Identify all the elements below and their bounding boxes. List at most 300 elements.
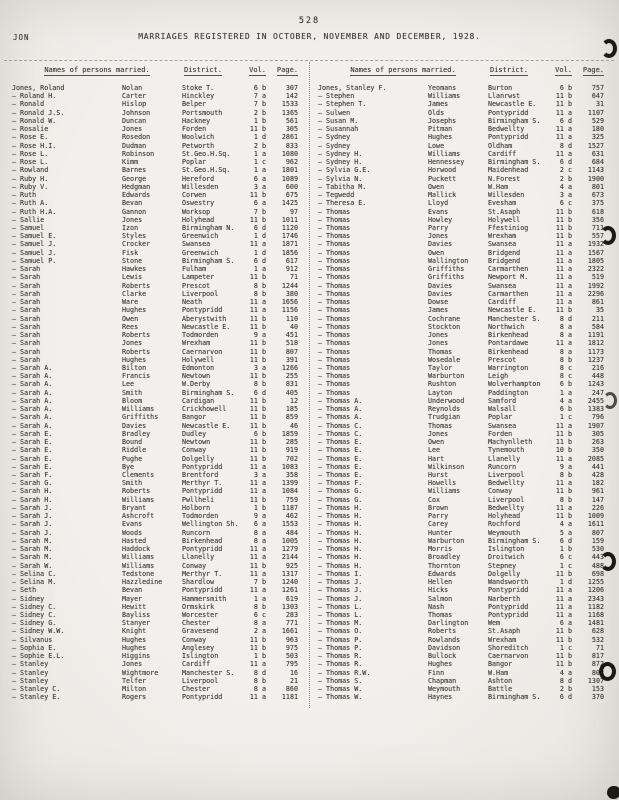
vol-cell: 11 b xyxy=(555,207,572,216)
given-name-cell: — Roland H. xyxy=(12,92,57,101)
page-cell: 40 xyxy=(289,322,298,331)
given-name-cell: — Sophia E. xyxy=(12,643,57,652)
district-cell: Willesden xyxy=(488,191,525,200)
page-cell: 71 xyxy=(289,273,298,282)
given-name-cell: — Thomas S. xyxy=(318,676,363,685)
vol-cell: 11 b xyxy=(249,273,266,282)
vol-cell: 8 a xyxy=(253,685,266,694)
given-name-cell: — Sarah J. xyxy=(12,528,53,537)
table-row xyxy=(318,117,604,125)
district-cell: Birkenhead xyxy=(488,347,529,356)
vol-cell: 11 a xyxy=(555,240,572,249)
surname-cell: Dudman xyxy=(122,141,147,150)
given-name-cell: — Stanley E. xyxy=(12,693,61,702)
surname-cell: Owen xyxy=(428,182,445,191)
table-row xyxy=(12,627,298,635)
district-cell: Liverpool xyxy=(488,471,525,480)
vol-cell: 1 c xyxy=(253,158,266,167)
vol-cell: 11 b xyxy=(555,660,572,669)
given-name-cell: — Thomas xyxy=(318,265,351,274)
right-column-header xyxy=(318,66,604,84)
table-row xyxy=(12,150,298,158)
page-cell: 1080 xyxy=(281,149,298,158)
table-row xyxy=(318,553,604,561)
vol-cell: 8 a xyxy=(253,528,266,537)
district-cell: Newport M. xyxy=(488,273,529,282)
surname-cell: Griffiths xyxy=(122,413,159,422)
surname-cell: Evans xyxy=(122,520,143,529)
left-rows xyxy=(12,84,298,702)
page-cell: 817 xyxy=(591,652,604,661)
given-name-cell: — Rose E. xyxy=(12,133,49,142)
table-row xyxy=(318,636,604,644)
page-cell: 12 xyxy=(289,396,298,405)
page-cell: 1011 xyxy=(281,215,298,224)
page-cell: 1266 xyxy=(281,363,298,372)
vol-cell: 11 a xyxy=(555,133,572,142)
surname-cell: Nolan xyxy=(122,84,143,92)
given-name-cell: — Ruby V. xyxy=(12,182,49,191)
vol-cell: 11 a xyxy=(249,545,266,554)
vol-cell: 2 b xyxy=(559,685,572,694)
table-row xyxy=(12,273,298,281)
district-cell: Swansea xyxy=(182,240,211,249)
vol-cell: 8 b xyxy=(559,355,572,364)
district-cell: Worcester xyxy=(182,611,219,619)
vol-cell: 11 b xyxy=(555,438,572,447)
given-name-cell: — Sarah M. xyxy=(12,553,53,562)
vol-cell: 11 b xyxy=(249,454,266,463)
given-name-cell: — Thomas xyxy=(318,298,351,307)
district-cell: Wrexham xyxy=(182,339,211,348)
vol-cell: 11 a xyxy=(555,339,572,348)
vol-cell: 11 b xyxy=(555,635,572,644)
given-name-cell: — Ruby H. xyxy=(12,174,49,183)
surname-cell: Bilton xyxy=(122,363,147,372)
surname-cell: Owen xyxy=(428,248,445,257)
district-cell: Cardiff xyxy=(488,298,517,307)
district-cell: Pontypridd xyxy=(488,108,529,117)
district-cell: Todmorden xyxy=(182,331,219,340)
district-cell: Fulham xyxy=(182,265,207,274)
district-cell: Chester xyxy=(182,619,211,628)
surname-cell: Carey xyxy=(428,520,449,529)
surname-cell: Griffiths xyxy=(428,265,465,274)
district-cell: Birkenhead xyxy=(488,331,529,340)
page-cell: 1255 xyxy=(587,578,604,587)
table-row xyxy=(318,652,604,660)
vol-cell: 8 d xyxy=(559,314,572,323)
given-name-cell: — Sarah E. xyxy=(12,462,53,471)
vol-cell: 6 a xyxy=(253,520,266,529)
page-cell: 557 xyxy=(591,232,604,241)
surname-cell: Jones xyxy=(122,339,143,348)
vol-cell: 6 c xyxy=(559,199,572,208)
table-row xyxy=(12,644,298,652)
district-cell: Bangor xyxy=(488,660,513,669)
vol-cell: 4 a xyxy=(559,520,572,529)
vol-cell: 8 a xyxy=(559,322,572,331)
surname-cell: Williams xyxy=(122,405,155,414)
page-cell: 462 xyxy=(285,512,298,521)
page-cell: 759 xyxy=(285,495,298,504)
district-cell: Holyhead xyxy=(182,215,215,224)
page-cell: 796 xyxy=(591,413,604,422)
given-name-cell: — Thomas W. xyxy=(318,693,363,702)
district-cell: Wellington Sh. xyxy=(182,520,239,529)
surname-cell: James xyxy=(428,306,449,315)
given-name-cell: — Sarah A. xyxy=(12,363,53,372)
given-name-cell: — Thomas xyxy=(318,388,351,397)
district-cell: Conway xyxy=(182,446,207,455)
scan-artifact xyxy=(607,786,619,799)
names-column-header: Names of persons married. xyxy=(44,66,150,74)
district-cell: Portsmouth xyxy=(182,108,223,117)
district-cell: Ffestiniog xyxy=(488,223,529,232)
given-name-cell: — Thomas J. xyxy=(318,586,363,595)
page-cell: 1303 xyxy=(281,602,298,611)
district-cell: Poplar xyxy=(488,413,513,422)
surname-cell: Williams xyxy=(428,487,461,496)
surname-cell: Hazzledine xyxy=(122,578,163,587)
page-cell: 1187 xyxy=(281,503,298,512)
page-cell: 375 xyxy=(591,199,604,208)
vol-cell: 2 c xyxy=(559,166,572,175)
given-name-cell: — Sidney W.W. xyxy=(12,627,65,636)
surname-cell: George xyxy=(122,174,147,183)
vol-cell: 6 b xyxy=(559,405,572,414)
district-cell: Rochford xyxy=(488,520,521,529)
vol-cell: 6 d xyxy=(559,158,572,167)
surname-cell: Davies xyxy=(122,421,147,430)
vol-cell: 1 d xyxy=(253,232,266,241)
table-row xyxy=(318,183,604,191)
page-cell: 647 xyxy=(591,92,604,101)
vol-cell: 11 b xyxy=(249,355,266,364)
page-cell: 1365 xyxy=(281,108,298,117)
table-row xyxy=(12,306,298,314)
vol-cell: 11 b xyxy=(555,569,572,578)
page-cell: 561 xyxy=(285,116,298,125)
given-name-cell: — Thomas E. xyxy=(318,471,363,480)
table-row xyxy=(318,265,604,273)
district-cell: Caernarvon xyxy=(182,347,223,356)
page-cell: 2144 xyxy=(281,553,298,562)
page-cell: 443 xyxy=(591,553,604,562)
table-row xyxy=(318,496,604,504)
table-row xyxy=(12,109,298,117)
page-cell: 153 xyxy=(591,685,604,694)
page-cell: 307 xyxy=(285,84,298,92)
district-cell: Llanelly xyxy=(488,454,521,463)
table-row xyxy=(318,150,604,158)
surname-cell: Carter xyxy=(122,92,147,101)
surname-cell: Hughes xyxy=(428,660,453,669)
surname-cell: Weymouth xyxy=(428,685,461,694)
vol-cell: 8 d xyxy=(253,668,266,677)
district-cell: W.Ham xyxy=(488,182,509,191)
vol-cell: 6 b xyxy=(559,84,572,92)
surname-cell: Riddle xyxy=(122,446,147,455)
page-cell: 1527 xyxy=(587,141,604,150)
page-cell: 702 xyxy=(285,454,298,463)
district-cell: Anglesey xyxy=(182,643,215,652)
page-cell: 518 xyxy=(285,339,298,348)
page-cell: 46 xyxy=(289,421,298,430)
district-cell: Crickhowell xyxy=(182,405,227,414)
vol-cell: 11 b xyxy=(249,446,266,455)
page-cell: 1611 xyxy=(587,520,604,529)
vol-cell: 11 a xyxy=(555,273,572,282)
vol-cell: 8 b xyxy=(253,380,266,389)
district-cell: Dolgelly xyxy=(488,569,521,578)
table-row xyxy=(12,265,298,273)
page-cell: 405 xyxy=(285,388,298,397)
page-cell: 795 xyxy=(285,660,298,669)
given-name-cell: — Thomas H. xyxy=(318,545,363,554)
table-row xyxy=(12,562,298,570)
district-cell: Chester xyxy=(182,685,211,694)
vol-cell: 6 d xyxy=(253,388,266,397)
district-cell: Shoreditch xyxy=(488,643,529,652)
table-row xyxy=(12,84,298,92)
surname-cell: Williams xyxy=(428,149,461,158)
given-name-cell: — Sarah W. xyxy=(12,561,53,570)
given-name-cell: Jones, Stanley F. xyxy=(318,84,387,92)
vol-cell: 8 b xyxy=(559,471,572,480)
district-cell: Conway xyxy=(182,561,207,570)
given-name-cell: — Sarah xyxy=(12,306,41,315)
vol-cell: 8 b xyxy=(253,602,266,611)
district-cell: Stoke T. xyxy=(182,84,215,92)
table-row xyxy=(318,315,604,323)
table-row xyxy=(318,175,604,183)
district-cell: Pontypridd xyxy=(182,462,223,471)
given-name-cell: — Sarah A. xyxy=(12,421,53,430)
page-cell: 532 xyxy=(591,635,604,644)
district-cell: Battle xyxy=(488,685,513,694)
surname-cell: James xyxy=(428,100,449,109)
page-cell: 872 xyxy=(591,660,604,669)
page-cell: 925 xyxy=(285,561,298,570)
district-cell: Liverpool xyxy=(182,676,219,685)
table-row xyxy=(12,356,298,364)
table-row xyxy=(318,422,604,430)
given-name-cell: — Sarah xyxy=(12,281,41,290)
vol-cell: 1 b xyxy=(253,116,266,125)
table-row xyxy=(12,512,298,520)
given-name-cell: — Sarah E. xyxy=(12,454,53,463)
names-column-header: Names of persons married. xyxy=(350,66,456,74)
page-cell: 350 xyxy=(591,446,604,455)
given-name-cell: — Thomas A. xyxy=(318,413,363,422)
table-row xyxy=(12,339,298,347)
given-name-cell: — Thomas I. xyxy=(318,569,363,578)
vol-cell: 11 a xyxy=(555,125,572,134)
given-name-cell: — Thomas W. xyxy=(318,685,363,694)
table-row xyxy=(318,125,604,133)
surname-cell: Hughes xyxy=(122,643,147,652)
district-cell: Newcastle E. xyxy=(182,322,231,331)
surname-cell: Griffiths xyxy=(428,273,465,282)
surname-cell: Woods xyxy=(122,528,143,537)
surname-cell: Mayer xyxy=(122,594,143,603)
page-cell: 833 xyxy=(285,141,298,150)
district-cell: Warrington xyxy=(488,363,529,372)
given-name-cell: — Thomas xyxy=(318,248,351,257)
vol-cell: 11 b xyxy=(249,421,266,430)
surname-cell: Davies xyxy=(428,289,453,298)
district-cell: Birmingham S. xyxy=(488,158,541,167)
given-name-cell: — Thomas xyxy=(318,314,351,323)
table-row xyxy=(12,323,298,331)
page-cell: 1009 xyxy=(587,512,604,521)
district-cell: Newtown xyxy=(182,372,211,381)
page-cell: 1089 xyxy=(281,174,298,183)
surname-cell: Hurst xyxy=(428,471,449,480)
table-row xyxy=(12,331,298,339)
district-cell: Machynlleth xyxy=(488,438,533,447)
vol-cell: 8 c xyxy=(559,372,572,381)
table-row xyxy=(12,545,298,553)
vol-cell: 11 b xyxy=(249,372,266,381)
vol-cell: 11 b xyxy=(555,223,572,232)
given-name-cell: — Sarah F. xyxy=(12,471,53,480)
surname-cell: Roberts xyxy=(122,347,151,356)
surname-cell: Jones xyxy=(428,429,449,438)
vol-cell: 11 a xyxy=(249,586,266,595)
vol-cell: 11 a xyxy=(555,256,572,265)
surname-cell: Thomas xyxy=(428,347,453,356)
given-name-cell: — Sylvia N. xyxy=(318,174,363,183)
table-row xyxy=(12,595,298,603)
vol-cell: 6 a xyxy=(559,619,572,628)
given-name-cell: — Thomas xyxy=(318,363,351,372)
left-column xyxy=(12,66,298,702)
district-cell: Paddington xyxy=(488,388,529,397)
vol-cell: 11 a xyxy=(249,298,266,307)
table-row xyxy=(318,348,604,356)
page-cell: 684 xyxy=(591,158,604,167)
surname-cell: Bye xyxy=(122,462,135,471)
district-cell: Pontardawe xyxy=(488,339,529,348)
page-cell: 1801 xyxy=(281,166,298,175)
table-row xyxy=(12,216,298,224)
table-row xyxy=(12,471,298,479)
page-cell: 861 xyxy=(591,298,604,307)
given-name-cell: — Stephen xyxy=(318,92,355,101)
district-cell: Belper xyxy=(182,100,207,109)
surname-cell: Hawkes xyxy=(122,265,147,274)
surname-cell: Underwood xyxy=(428,396,465,405)
vol-cell: 11 a xyxy=(555,149,572,158)
given-name-cell: — Sarah H. xyxy=(12,487,53,496)
vol-cell: 8 c xyxy=(559,363,572,372)
surname-cell: Crocker xyxy=(122,240,151,249)
table-row xyxy=(12,413,298,421)
page-cell: 1261 xyxy=(281,586,298,595)
given-name-cell: — Thomas H. xyxy=(318,536,363,545)
surname-cell: Jones xyxy=(122,215,143,224)
district-cell: Pontypridd xyxy=(488,611,529,619)
table-row xyxy=(12,487,298,495)
table-row xyxy=(318,100,604,108)
table-row xyxy=(318,463,604,471)
surname-cell: Haynes xyxy=(428,693,453,702)
given-name-cell: — Sarah H. xyxy=(12,495,53,504)
surname-cell: Hunter xyxy=(428,528,453,537)
given-name-cell: — Thomas xyxy=(318,380,351,389)
surname-cell: Bryant xyxy=(122,503,147,512)
surname-cell: Stockton xyxy=(428,322,461,331)
vol-cell: 11 b xyxy=(555,512,572,521)
page-cell: 860 xyxy=(285,685,298,694)
district-cell: Willesden xyxy=(182,182,219,191)
given-name-cell: — Thomas xyxy=(318,256,351,265)
page-cell: 1856 xyxy=(281,248,298,257)
given-name-cell: — Stephen T. xyxy=(318,100,367,109)
given-name-cell: — Sarah xyxy=(12,273,41,282)
given-name-cell: — Sidney C. xyxy=(12,611,57,619)
surname-cell: Francis xyxy=(122,372,151,381)
table-row xyxy=(318,685,604,693)
table-row xyxy=(12,249,298,257)
surname-cell: Smith xyxy=(122,479,143,488)
page-cell: 503 xyxy=(285,652,298,661)
district-cell: Aberystwith xyxy=(182,314,227,323)
given-name-cell: — Sidney G. xyxy=(12,619,57,628)
district-cell: Neath xyxy=(182,298,203,307)
page-cell: 451 xyxy=(285,331,298,340)
surname-cell: Layton xyxy=(428,388,453,397)
table-row xyxy=(12,158,298,166)
page-cell: 1481 xyxy=(587,619,604,628)
page-cell: 1244 xyxy=(281,281,298,290)
district-column-header: District. xyxy=(490,66,528,74)
table-row xyxy=(12,133,298,141)
district-cell: Northwich xyxy=(488,322,525,331)
surname-cell: Bayliss xyxy=(122,611,151,619)
table-row xyxy=(318,603,604,611)
vol-cell: 1 a xyxy=(253,265,266,274)
given-name-cell: — Thomas H. xyxy=(318,520,363,529)
vol-cell: 9 a xyxy=(253,512,266,521)
page-cell: 1240 xyxy=(281,578,298,587)
vol-cell: 11 b xyxy=(249,643,266,652)
vol-cell: 11 a xyxy=(555,602,572,611)
vol-cell: 8 d xyxy=(559,676,572,685)
surname-cell: Davidson xyxy=(428,643,461,652)
table-row xyxy=(12,529,298,537)
table-row xyxy=(318,520,604,528)
district-cell: Birmingham S. xyxy=(182,388,235,397)
given-name-cell: — Thomas A. xyxy=(318,396,363,405)
given-name-cell: — Sarah xyxy=(12,331,41,340)
surname-cell: Lloyd xyxy=(428,199,449,208)
page-cell: 2861 xyxy=(281,133,298,142)
page-title: MARRIAGES REGISTERED IN OCTOBER, NOVEMBER AND DECEMBER, 1928. xyxy=(138,32,481,41)
page-cell: 757 xyxy=(591,84,604,92)
surname-cell: Puckett xyxy=(428,174,457,183)
page-cell: 2085 xyxy=(587,454,604,463)
vol-cell: 6 b xyxy=(253,84,266,92)
surname-cell: Izon xyxy=(122,223,139,232)
page-cell: 600 xyxy=(285,182,298,191)
given-name-cell: — Thomas L. xyxy=(318,611,363,619)
table-row xyxy=(12,142,298,150)
surname-cell: Finn xyxy=(428,668,445,677)
page-cell: 831 xyxy=(285,380,298,389)
